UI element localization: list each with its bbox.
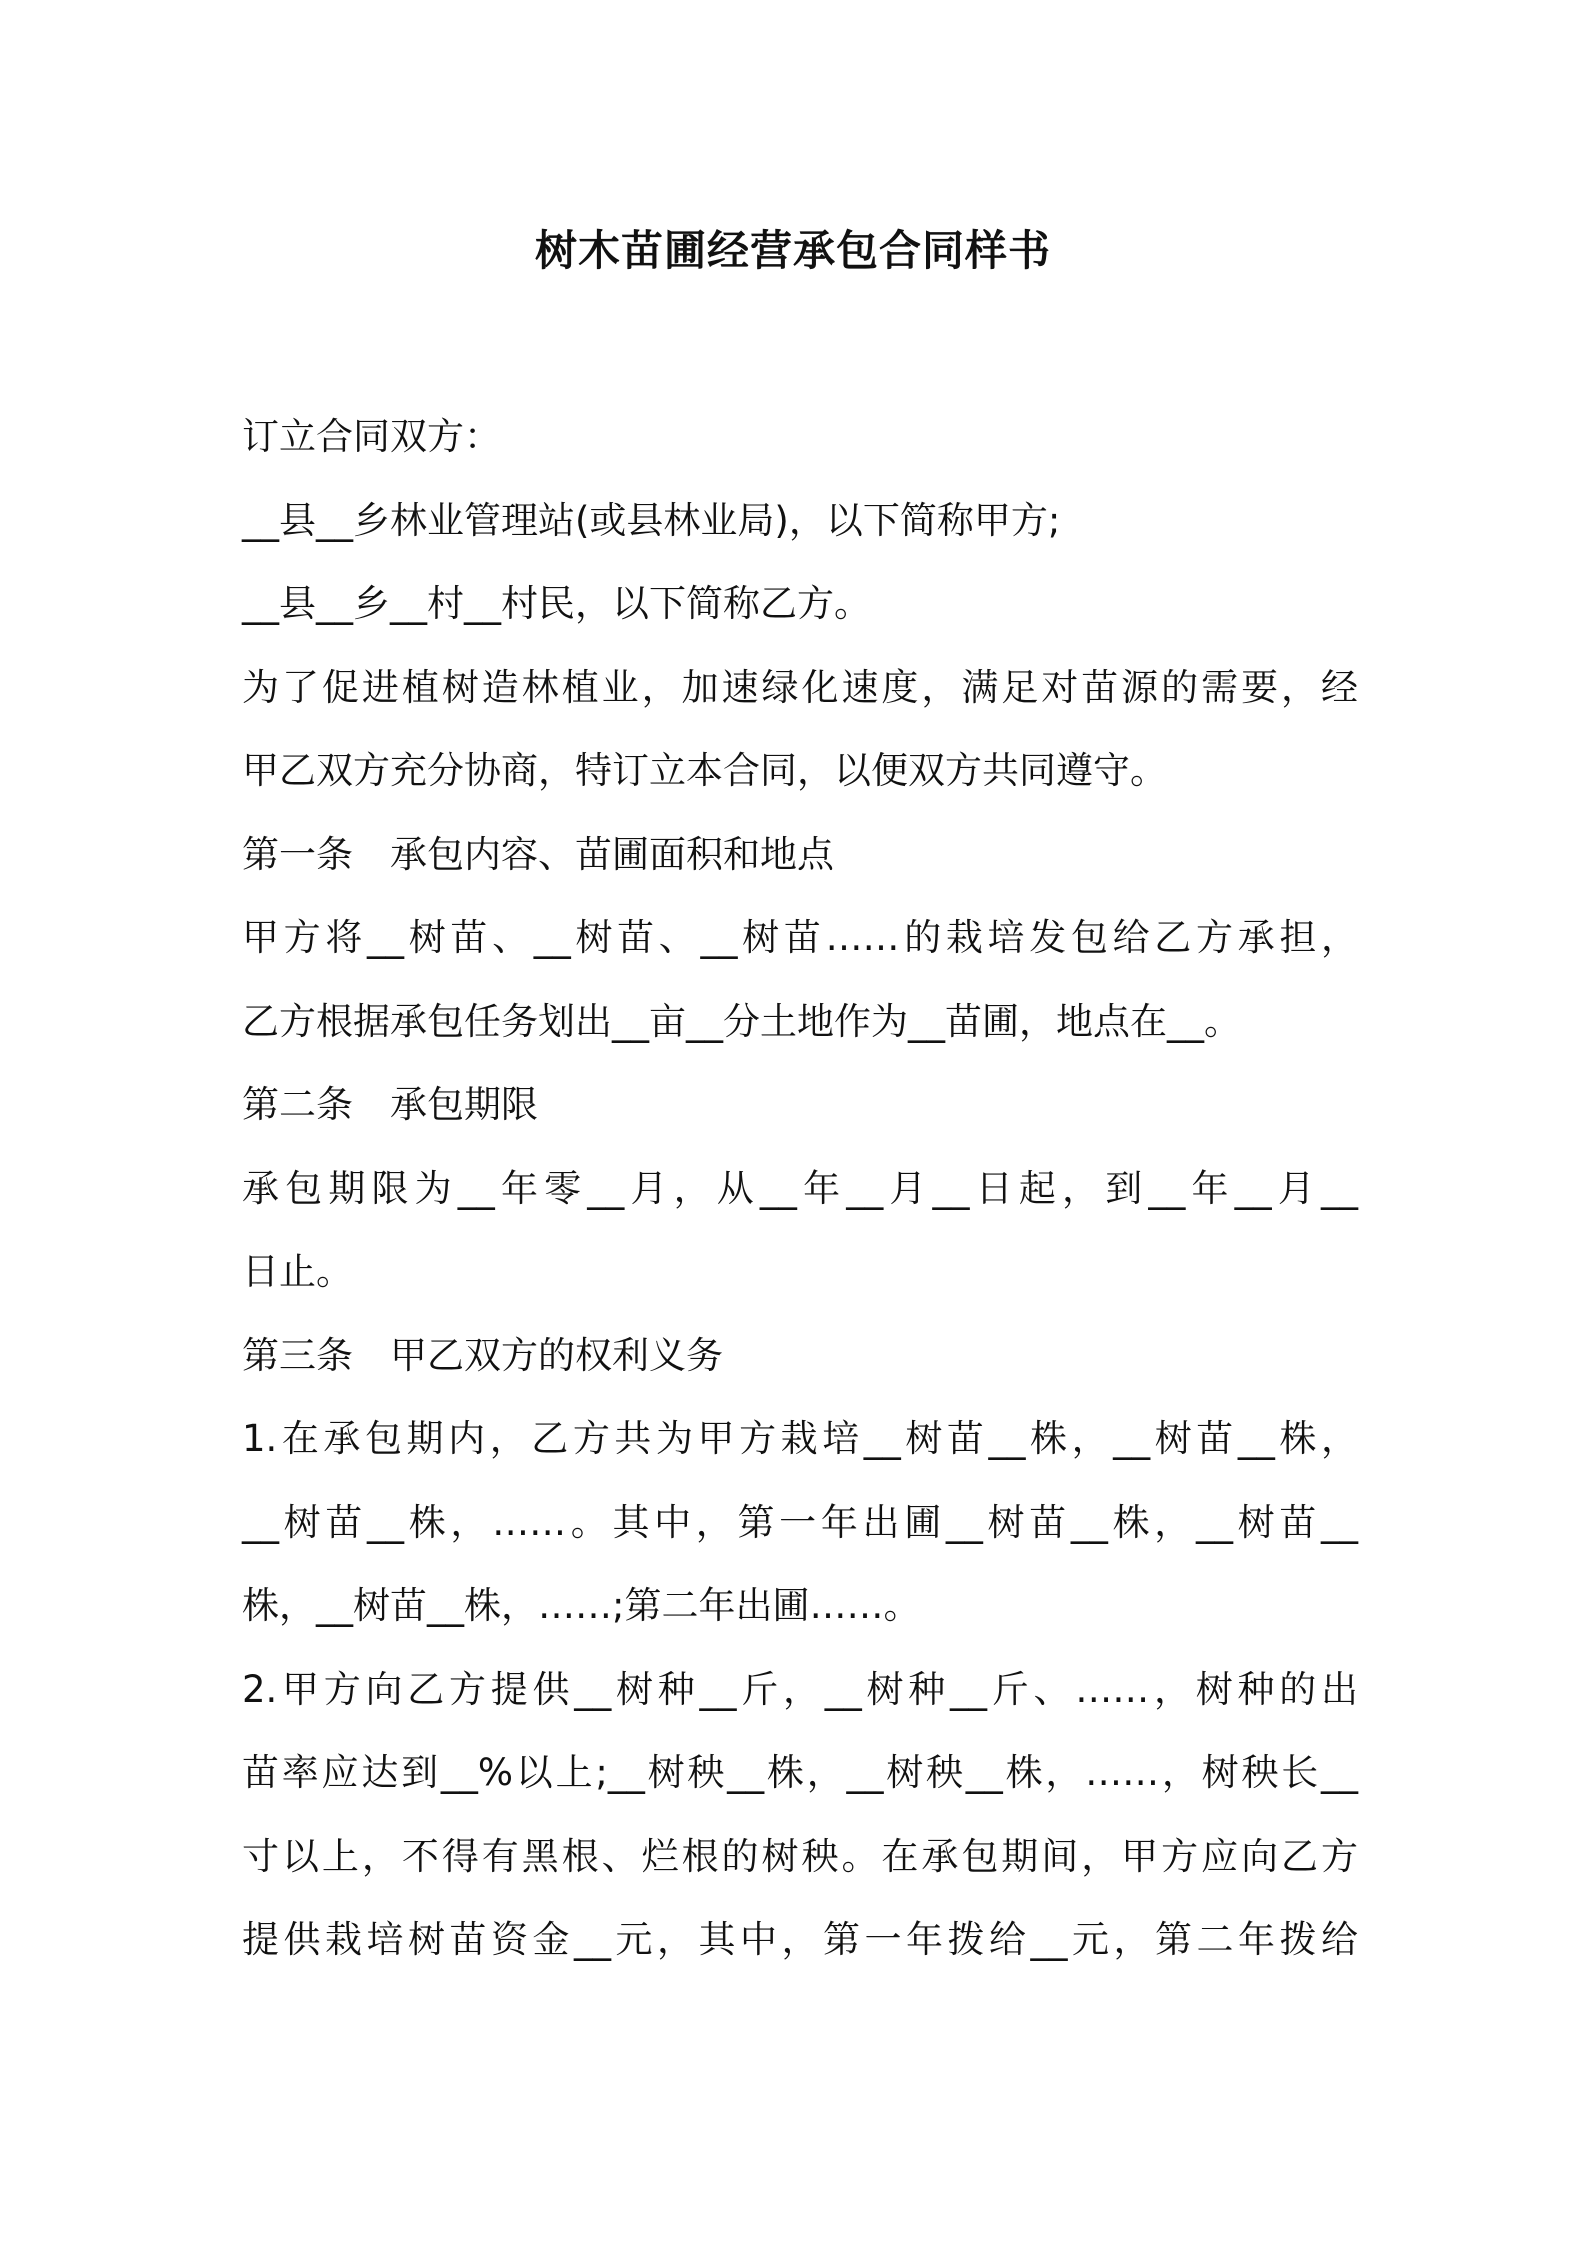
section-heading: 第二条 承包期限 — [242, 1083, 538, 1126]
paragraph-line: 2.甲方向乙方提供__树种__斤，__树种__斤、……，树种的出 — [242, 1667, 1358, 1711]
paragraph-line: 订立合同双方： — [242, 415, 501, 458]
document-title: 树木苗圃经营承包合同样书 — [534, 226, 1051, 275]
paragraph-line: 提供栽培树苗资金__元，其中，第一年拨给__元，第二年拨给 — [242, 1918, 1358, 1961]
paragraph-line: 甲乙双方充分协商，特订立本合同，以便双方共同遵守。 — [242, 749, 1167, 792]
paragraph-line: 株，__树苗__株，……;第二年出圃……。 — [242, 1584, 921, 1627]
paragraph-line: 乙方根据承包任务划出__亩__分土地作为__苗圃，地点在__。 — [242, 999, 1241, 1043]
paragraph-line: 寸以上，不得有黑根、烂根的树秧。在承包期间，甲方应向乙方 — [242, 1834, 1358, 1878]
paragraph-line: 日止。 — [242, 1250, 353, 1293]
paragraph-line: 1.在承包期内，乙方共为甲方栽培__树苗__株，__树苗__株， — [242, 1417, 1358, 1460]
paragraph-line: 为了促进植树造林植业，加速绿化速度，满足对苗源的需要，经 — [242, 665, 1358, 709]
section-heading: 第一条 承包内容、苗圃面积和地点 — [242, 832, 834, 876]
paragraph-line: 苗率应达到__%以上;__树秧__株，__树秧__株，……，树秧长__ — [242, 1751, 1358, 1794]
document-body — [242, 405, 1358, 1992]
section-heading: 第三条 甲乙双方的权利义务 — [242, 1333, 723, 1377]
paragraph-line: __树苗__株，……。其中，第一年出圃__树苗__株，__树苗__ — [242, 1500, 1358, 1544]
paragraph-line: __县__乡林业管理站(或县林业局)，以下简称甲方; — [242, 498, 1061, 542]
paragraph-line: 甲方将__树苗、__树苗、__树苗……的栽培发包给乙方承担， — [242, 916, 1358, 959]
paragraph-line: __县__乡__村__村民，以下简称乙方。 — [242, 582, 871, 625]
paragraph-line: 承包期限为__年零__月，从__年__月__日起，到__年__月__ — [242, 1166, 1358, 1210]
